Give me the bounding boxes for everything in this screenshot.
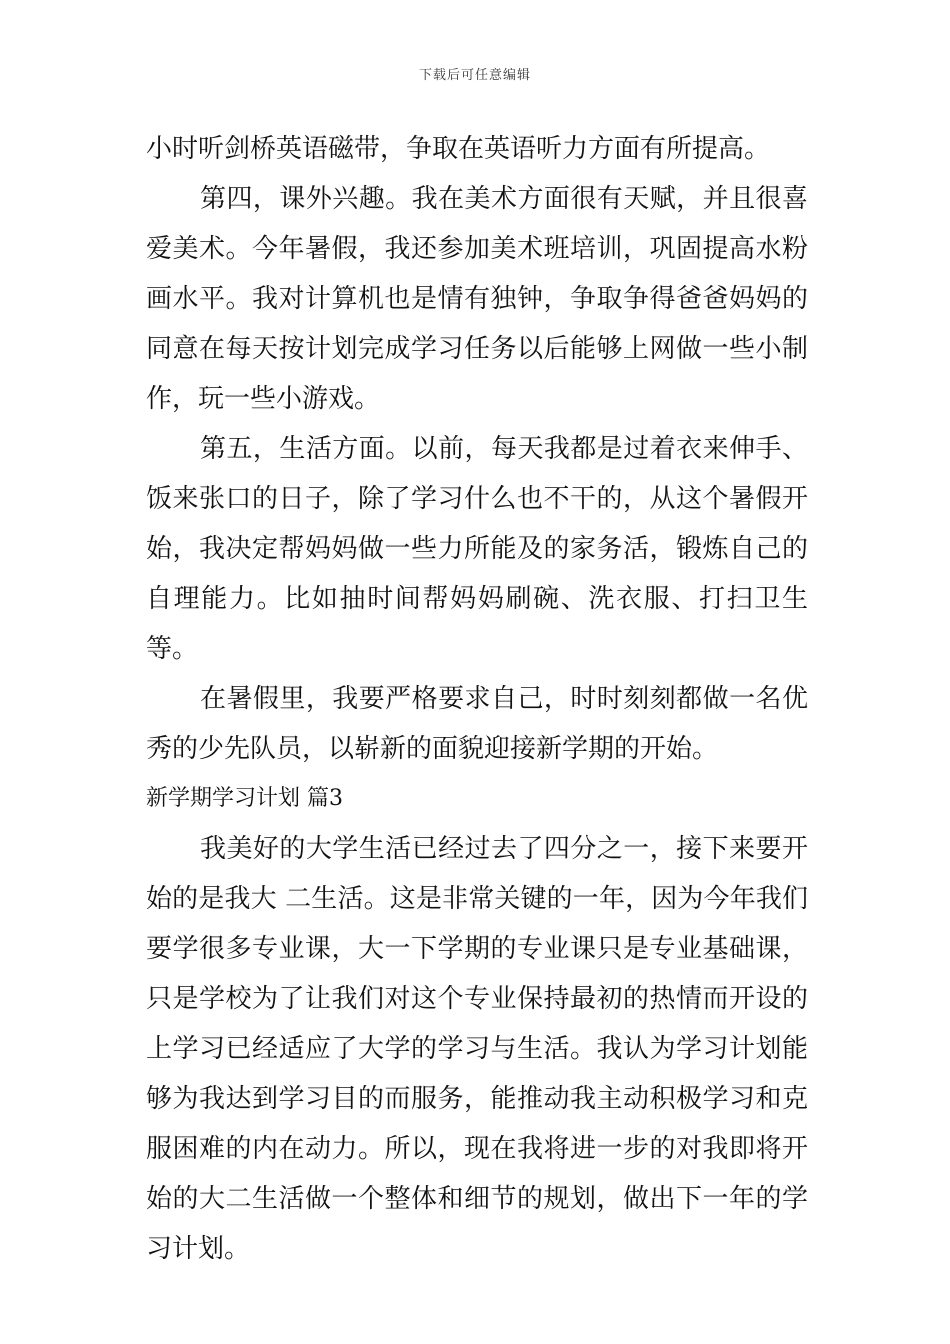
document-body xyxy=(146,124,808,1274)
section-heading: 新学期学习计划 篇3 xyxy=(146,786,343,811)
paragraph: 我美好的大学生活已经过去了四分之一，接下来要开始的是我大 二生活。这是非常关键的一年，因为今年我们要学很多专业课，大一下学期的专业课只是专业基础课，只是学校为了让我们对这个专业保持最初的热情而开设的上学习已经适应了大学的学习与生活。我认为学习计划能够为我达到学习目的而服务，能推动我主动积极学习和克服困难的内在动力。所以，现在我将进一步的对我即将开始的大二生活做一个整体和细节的规划，做出下一年的学习计划。 xyxy=(146,834,808,1264)
paragraph: 第五，生活方面。以前，每天我都是过着衣来伸手、饭来张口的日子，除了学习什么也不干的，从这个暑假开始，我决定帮妈妈做一些力所能及的家务活，锻炼自己的自理能力。比如抽时间帮妈妈刷碗、洗衣服、打扫卫生等。 xyxy=(146,434,808,664)
paragraph: 小时听剑桥英语磁带，争取在英语听力方面有所提高。 xyxy=(146,134,771,164)
paragraph: 第四，课外兴趣。我在美术方面很有天赋，并且很喜爱美术。今年暑假，我还参加美术班培训，巩固提高水粉画水平。我对计算机也是情有独钟，争取争得爸爸妈妈的同意在每天按计划完成学习任务以后能够上网做一些小制作，玩一些小游戏。 xyxy=(146,184,808,414)
page-header: 下载后可任意编辑 xyxy=(418,68,531,83)
paragraph: 在暑假里，我要严格要求自己，时时刻刻都做一名优秀的少先队员，以崭新的面貌迎接新学期的开始。 xyxy=(146,684,808,764)
